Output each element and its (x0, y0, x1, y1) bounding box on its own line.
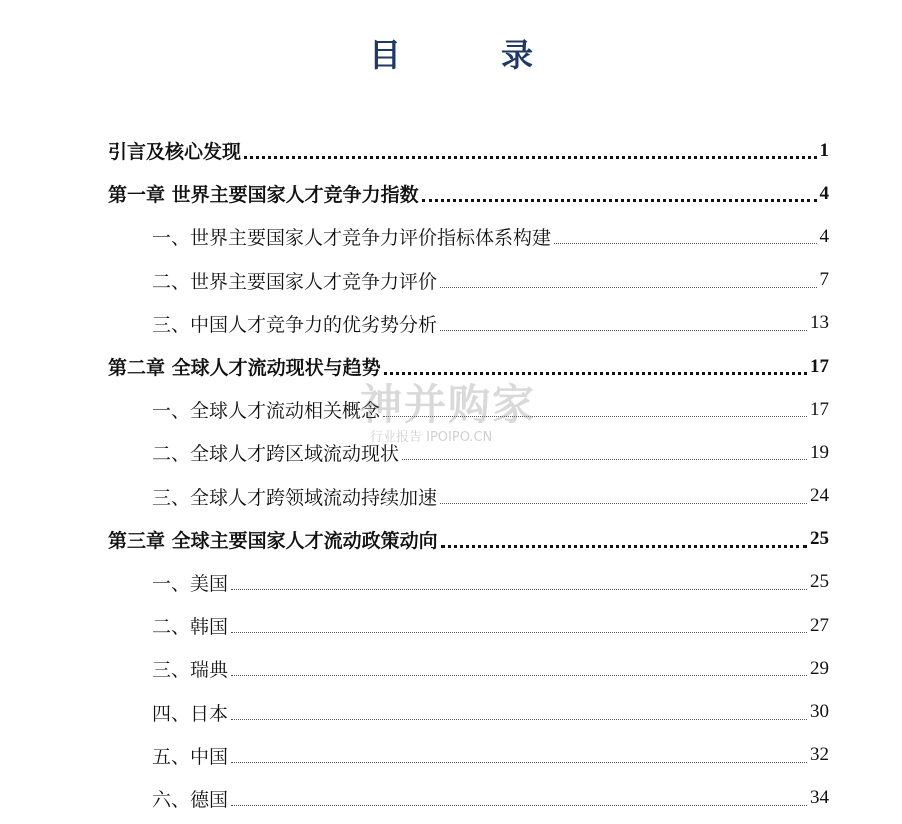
toc-entry[interactable] (108, 302, 829, 345)
toc-page-number: 19 (810, 441, 829, 463)
toc-entry-label: 三、中国人才竞争力的优劣势分析 (152, 313, 438, 336)
toc-dot-leader (231, 675, 807, 676)
table-of-contents (108, 129, 829, 820)
toc-dot-leader (402, 459, 807, 460)
toc-entry-label: 第一章 世界主要国家人才竞争力指数 (108, 184, 419, 207)
toc-entry[interactable] (108, 345, 829, 388)
toc-page-number: 34 (810, 787, 829, 809)
toc-dot-leader (231, 589, 807, 590)
toc-entry[interactable] (108, 561, 829, 604)
toc-entry[interactable] (108, 690, 829, 733)
toc-entry[interactable] (108, 518, 829, 561)
toc-entry-label: 引言及核心发现 (108, 141, 242, 164)
toc-dot-leader (440, 330, 807, 331)
toc-page-number: 4 (819, 182, 829, 204)
toc-entry[interactable] (108, 172, 829, 215)
toc-entry-label: 五、中国 (152, 745, 229, 768)
toc-entry[interactable] (108, 215, 829, 258)
toc-entry-label: 二、韩国 (152, 616, 229, 639)
toc-entry[interactable] (108, 388, 829, 431)
toc-dot-leader (231, 762, 807, 763)
toc-page-number: 25 (810, 571, 829, 593)
toc-entry[interactable] (108, 604, 829, 647)
toc-dot-leader (441, 545, 807, 548)
toc-page-number: 30 (810, 701, 829, 723)
toc-page-number: 25 (810, 528, 829, 550)
toc-entry-label: 第二章 全球人才流动现状与趋势 (108, 357, 381, 380)
toc-entry-label: 一、世界主要国家人才竞争力评价指标体系构建 (152, 227, 552, 250)
toc-entry-label: 一、全球人才流动相关概念 (152, 400, 381, 423)
toc-entry[interactable] (108, 475, 829, 518)
toc-dot-leader (231, 805, 807, 806)
toc-dot-leader (244, 156, 816, 159)
toc-entry-label: 三、全球人才跨领域流动持续加速 (152, 486, 438, 509)
toc-entry-label: 二、世界主要国家人才竞争力评价 (152, 270, 438, 293)
toc-entry-label: 二、全球人才跨区域流动现状 (152, 443, 400, 466)
page-title: 目 录 (368, 36, 567, 74)
toc-entry[interactable] (108, 259, 829, 302)
toc-entry[interactable] (108, 129, 829, 172)
toc-entry[interactable] (108, 647, 829, 690)
toc-page-number: 13 (810, 312, 829, 334)
toc-page-number: 17 (810, 355, 829, 377)
toc-dot-leader (440, 287, 816, 288)
toc-entry[interactable] (108, 734, 829, 777)
toc-page-number: 24 (810, 485, 829, 507)
toc-dot-leader (422, 199, 817, 202)
toc-page-number: 29 (810, 657, 829, 679)
toc-dot-leader (231, 719, 807, 720)
toc-entry-label: 六、德国 (152, 788, 229, 811)
toc-page-number: 32 (810, 744, 829, 766)
toc-entry-label: 一、美国 (152, 572, 229, 595)
toc-entry-label: 三、瑞典 (152, 659, 229, 682)
toc-entry[interactable] (108, 431, 829, 474)
toc-page-number: 1 (819, 139, 829, 161)
watermark-logo: 神并购家 (360, 380, 537, 429)
toc-page-number: 7 (819, 269, 829, 291)
toc-page-number: 17 (810, 398, 829, 420)
watermark-subtitle: 行业报告 IPOIPO.CN (370, 430, 493, 445)
toc-entry[interactable] (108, 777, 829, 820)
toc-dot-leader (231, 632, 807, 633)
toc-dot-leader (554, 243, 816, 244)
toc-page-number: 27 (810, 614, 829, 636)
toc-dot-leader (383, 416, 807, 417)
toc-dot-leader (440, 503, 807, 504)
toc-dot-leader (384, 372, 807, 375)
toc-entry-label: 四、日本 (152, 702, 229, 725)
toc-page-number: 4 (819, 225, 829, 247)
toc-entry-label: 第三章 全球主要国家人才流动政策动向 (108, 529, 438, 552)
